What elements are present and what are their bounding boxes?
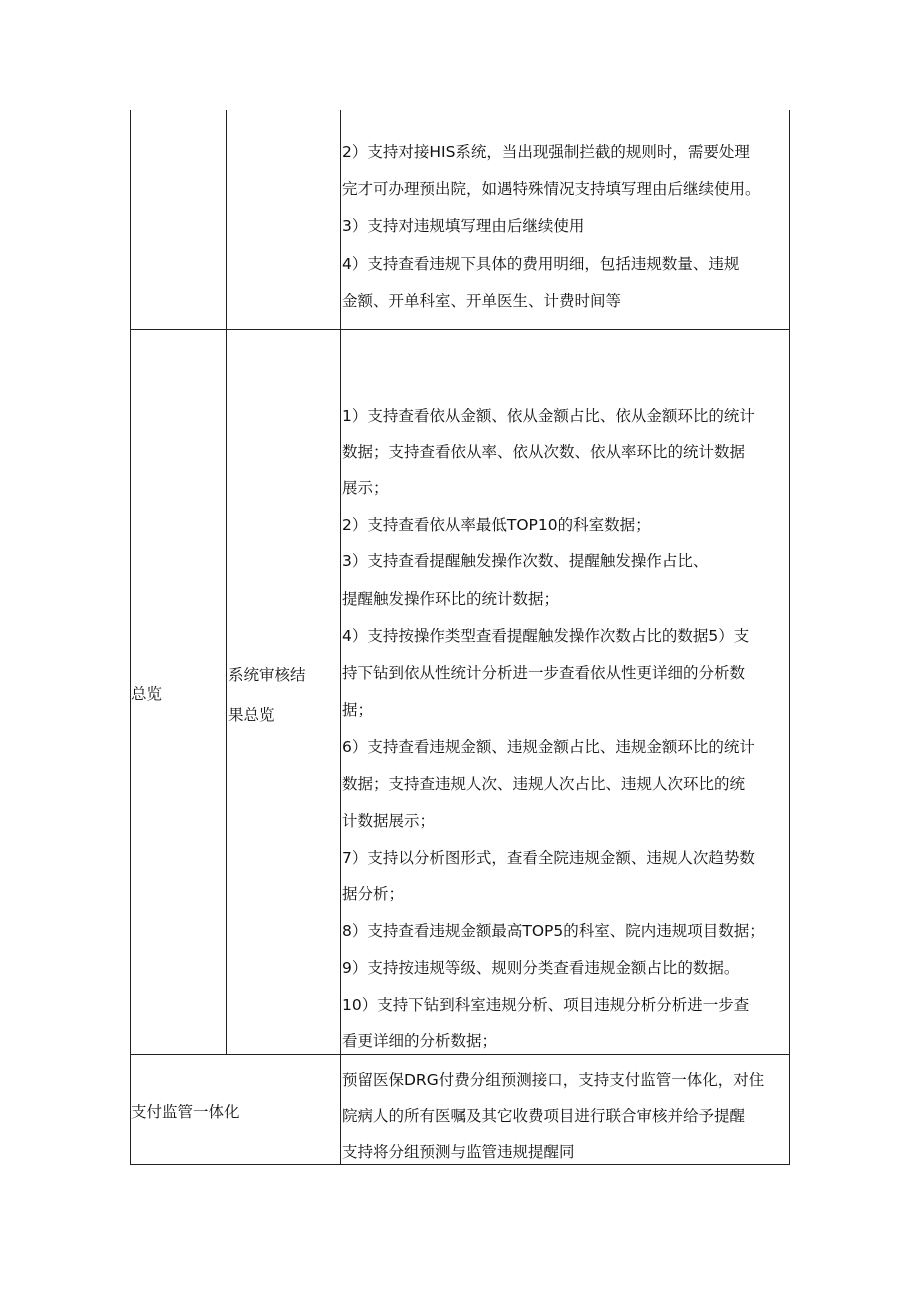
- row2-line-16: 9）支持按违规等级、规则分类查看违规金额占比的数据。: [342, 959, 740, 977]
- row3-line-1: 预留医保DRG付费分组预测接口，支持支付监管一体化，对住: [342, 1071, 765, 1089]
- row2-line-15: 8）支持查看违规金额最高TOP5的科室、院内违规项目数据；: [342, 922, 765, 940]
- row2-subcategory-line-1: 系统审核结: [228, 666, 306, 684]
- row2-line-1: 1）支持查看依从金额、依从金额占比、依从金额环比的统计: [342, 407, 755, 425]
- row2-line-12: 计数据展示；: [342, 812, 436, 830]
- row2-line-9: 据；: [342, 701, 374, 719]
- row3-line-2: 院病人的所有医嘱及其它收费项目进行联合审核并给予提醒: [342, 1107, 746, 1125]
- row1-line-5: 金额、开单科室、开单医生、计费时间等: [342, 292, 622, 310]
- row1-line-4: 4）支持查看违规下具体的费用明细，包括违规数量、违规: [342, 255, 740, 273]
- table-divider-col3: [340, 110, 341, 1165]
- row2-line-7: 4）支持按操作类型查看提醒触发操作次数占比的数据5）支: [342, 627, 750, 645]
- row2-subcategory-line-2: 果总览: [228, 706, 275, 724]
- row2-line-17: 10）支持下钻到科室违规分析、项目违规分析分析进一步查: [342, 996, 750, 1014]
- row2-line-18: 看更详细的分析数据；: [342, 1032, 498, 1050]
- row2-line-14: 据分析；: [342, 885, 405, 903]
- table-divider-col2: [226, 110, 227, 1055]
- row2-line-8: 持下钻到依从性统计分析进一步查看依从性更详细的分析数: [342, 664, 746, 682]
- row2-line-6: 提醒触发操作环比的统计数据；: [342, 590, 560, 608]
- table-border-right: [789, 110, 790, 1165]
- row2-line-5: 3）支持查看提醒触发操作次数、提醒触发操作占比、: [342, 552, 709, 570]
- row1-line-1: 2）支持对接HIS系统，当出现强制拦截的规则时，需要处理: [342, 143, 750, 161]
- row-divider-2: [130, 1054, 790, 1055]
- table-border-left: [130, 110, 131, 1165]
- row2-line-11: 数据；支持查违规人次、违规人次占比、违规人次环比的统: [342, 775, 746, 793]
- row2-line-3: 展示；: [342, 479, 389, 497]
- row2-line-10: 6）支持查看违规金额、违规金额占比、违规金额环比的统计: [342, 738, 755, 756]
- table-border-bottom: [130, 1164, 790, 1165]
- row1-line-3: 3）支持对违规填写理由后继续使用: [342, 217, 585, 235]
- row2-line-13: 7）支持以分析图形式，查看全院违规金额、违规人次趋势数: [342, 849, 755, 867]
- row-divider-1: [130, 329, 790, 330]
- row2-category: 总览: [131, 685, 163, 703]
- row2-line-2: 数据；支持查看依从率、依从次数、依从率环比的统计数据: [342, 443, 746, 461]
- row2-line-4: 2）支持查看依从率最低TOP10的科室数据；: [342, 516, 651, 534]
- row1-line-2: 完才可办理预出院，如遇特殊情况支持填写理由后继续使用。: [342, 180, 761, 198]
- row3-category: 支付监管一体化: [131, 1103, 240, 1121]
- row3-line-3: 支持将分组预测与监管违规提醒同: [342, 1143, 575, 1161]
